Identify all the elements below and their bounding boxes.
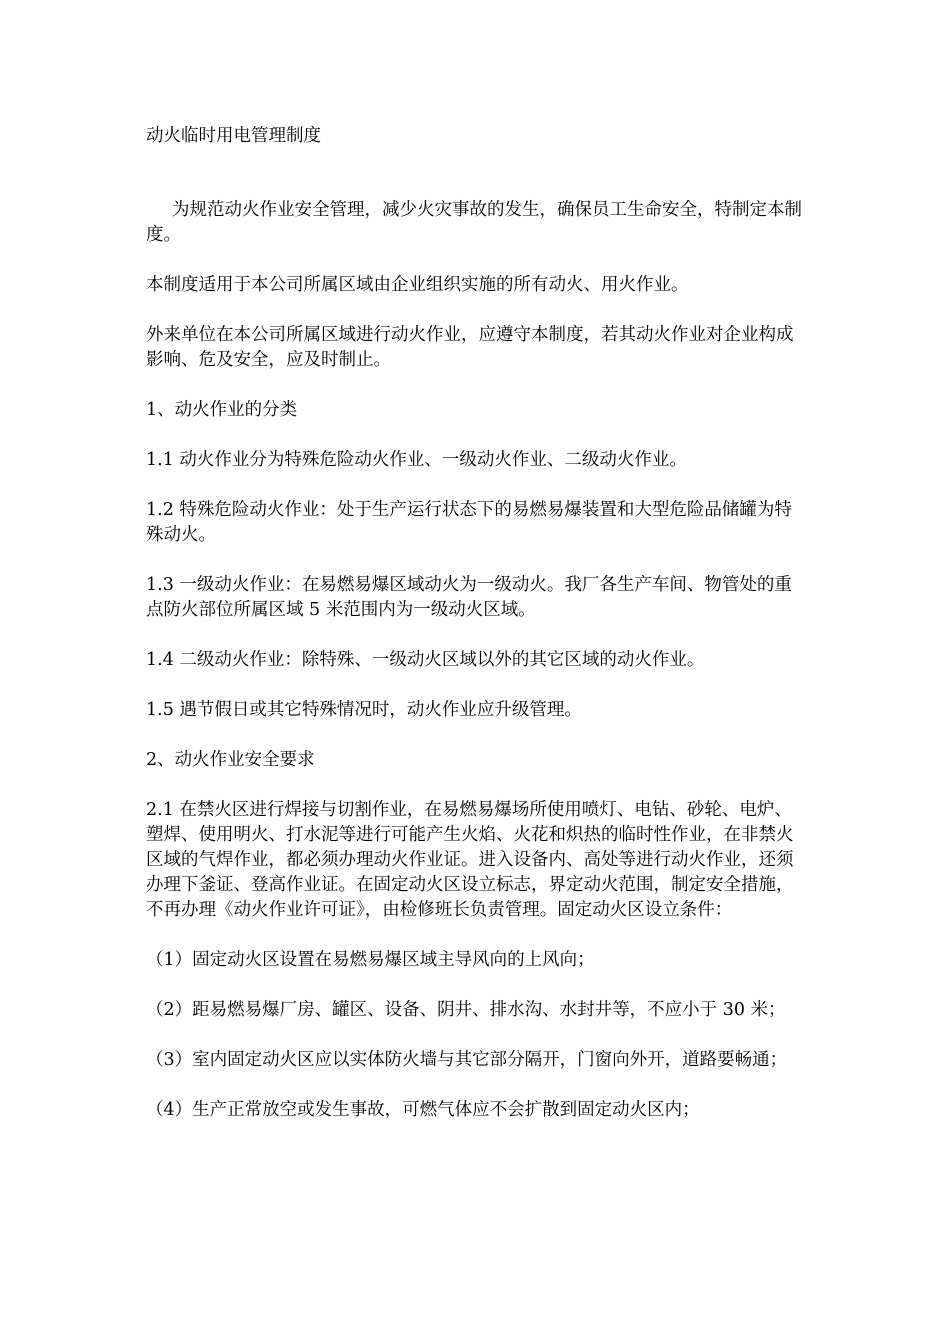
clause-1-3: 1.3 一级动火作业：在易燃易爆区域动火为一级动火。我厂各生产车间、物管处的重点防火部位所属区域 5 米范围内为一级动火区域。 — [146, 575, 792, 620]
clause-2-1: 2.1 在禁火区进行焊接与切割作业，在易燃易爆场所使用喷灯、电钻、砂轮、电炉、塑焊、使用明火、打水泥等进行可能产生火焰、火花和炽热的临时性作业，在非禁火区域的气焊作业，都必须办理动火作业证。进入设备内、高处等进行动火作业，还须办理下釜证、登高作业证。在固定动火区设立标志，界定动火范围，制定安全措施，不再办理《动火作业许可证》，由检修班长负责管理。固定动火区设立条件： — [146, 800, 794, 920]
condition-item-3: （3）室内固定动火区应以实体防火墙与其它部分隔开，门窗向外开，道路要畅通； — [146, 1050, 788, 1070]
section-heading-safety-requirements: 2、动火作业安全要求 — [146, 750, 315, 770]
clause-1-5: 1.5 遇节假日或其它特殊情况时，动火作业应升级管理。 — [146, 700, 582, 720]
clause-1-2: 1.2 特殊危险动火作业：处于生产运行状态下的易燃易爆装置和大型危险品储罐为特殊动火。 — [146, 500, 792, 545]
condition-item-4: （4）生产正常放空或发生事故，可燃气体应不会扩散到固定动火区内； — [146, 1100, 700, 1120]
condition-item-1: （1）固定动火区设置在易燃易爆区域主导风向的上风向； — [146, 950, 595, 970]
scope-paragraph: 本制度适用于本公司所属区域由企业组织实施的所有动火、用火作业。 — [146, 275, 689, 295]
document-title: 动火临时用电管理制度 — [146, 126, 321, 146]
condition-item-2: （2）距易燃易爆厂房、罐区、设备、阴井、排水沟、水封井等，不应小于 30 米； — [146, 1000, 786, 1020]
intro-paragraph: 为规范动火作业安全管理，减少火灾事故的发生，确保员工生命安全，特制定本制度。 — [146, 200, 802, 245]
document-body — [146, 198, 806, 1148]
external-units-paragraph: 外来单位在本公司所属区域进行动火作业，应遵守本制度，若其动火作业对企业构成影响、危及安全，应及时制止。 — [146, 325, 794, 370]
clause-1-4: 1.4 二级动火作业：除特殊、一级动火区域以外的其它区域的动火作业。 — [146, 650, 705, 670]
clause-1-1: 1.1 动火作业分为特殊危险动火作业、一级动火作业、二级动火作业。 — [146, 450, 687, 470]
section-heading-classification: 1、动火作业的分类 — [146, 400, 298, 420]
